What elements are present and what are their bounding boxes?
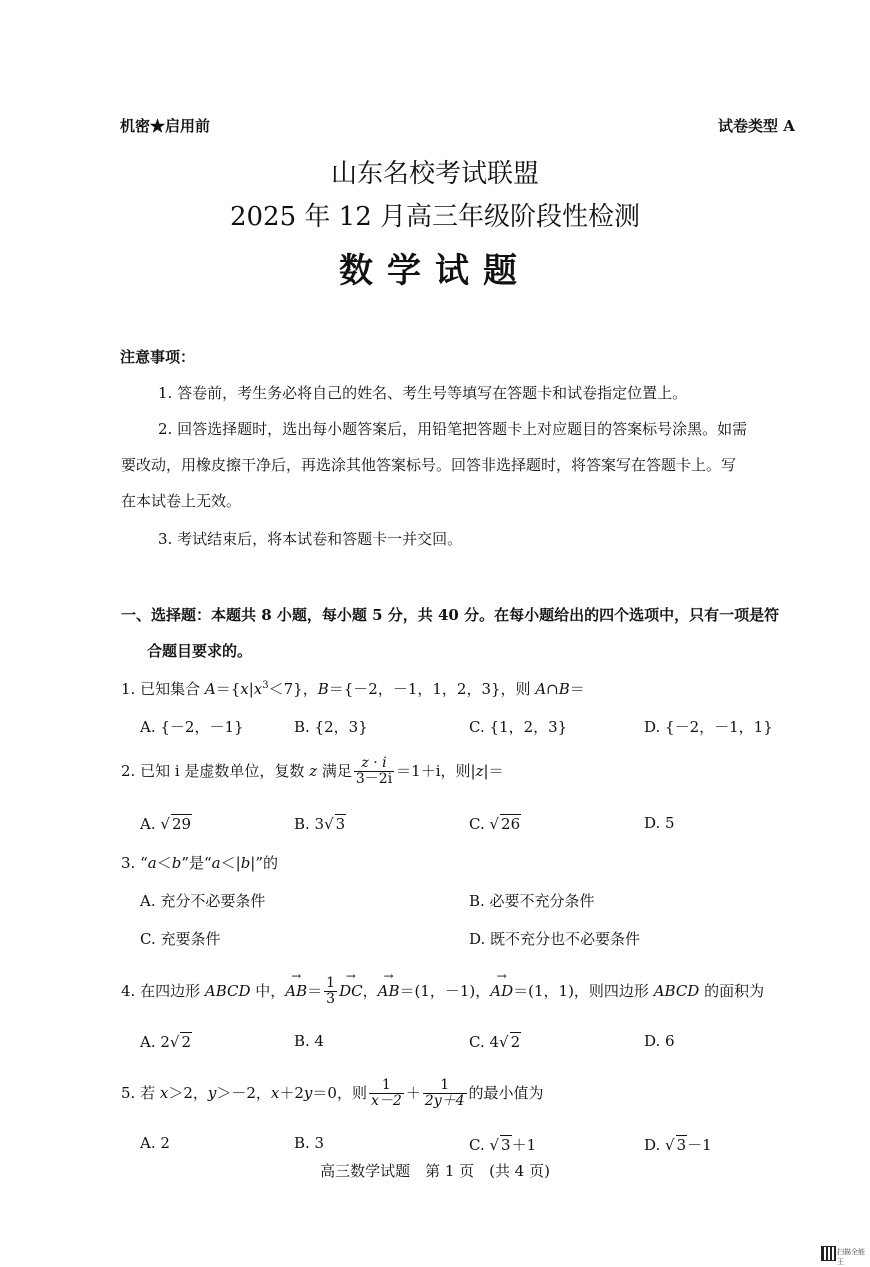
q2-opt-b-label: B. 3 [294,815,325,833]
q2-prefix: 2. 已知 i 是虚数单位，复数 [121,761,310,780]
q4-vec-ab: → AB [285,982,307,1000]
q1-set-b2: B [558,680,570,698]
q3-p2: ”是“ [181,854,212,872]
q3-a1: a [147,854,157,872]
q4-option-a[interactable]: A. 2√ 2 [140,1033,192,1051]
q3-lt1: ＜ [156,854,172,872]
q5-p3: ＞－2， [216,1083,271,1102]
q1-option-a[interactable]: A. {－2，－1} [140,718,244,736]
q5-opt-c-tail: ＋1 [511,1136,537,1154]
q4-fraction [324,976,337,1008]
q4-abcd2: ABCD [653,981,700,1000]
q4-vec-ab2: → AB [378,982,400,1000]
q5-opt-c-radicand: 3 [501,1136,511,1154]
q2-end: |＝ [483,761,504,780]
q4-opt-c-radicand: 2 [510,1033,521,1051]
question-4-stem [121,976,764,1008]
q4-opt-a-radicand: 2 [181,1033,192,1051]
q3-option-b[interactable]: B. 必要不充分条件 [469,892,595,910]
q2-opt-c-label: C. [469,815,490,833]
q2-option-b[interactable]: B. 3√ 3 [294,815,346,833]
q1-option-d[interactable]: D. {－2，－1，1} [644,718,773,736]
page-footer: 高三数学试题 第 1 页 (共 4 页) [320,1162,550,1180]
q3-b1: b [171,854,182,872]
question-1-stem [121,678,585,699]
subject-title: 数学试题 [339,251,531,291]
q4-frac-num: 1 [326,975,336,991]
q4-p2: 中， [250,981,286,1000]
q2-opt-a-label: A. [140,815,161,833]
q5-p4: ＋2 [279,1083,304,1102]
q2-tail: ＝1＋i，则| [396,761,476,780]
q3-a2: a [211,854,221,872]
paper-type-label: 试卷类型 A [718,117,795,135]
q5-y2: y [303,1083,313,1102]
q2-opt-c-radicand: 26 [501,815,521,833]
notice-heading: 注意事项： [120,348,196,366]
q5-f2-num: 1 [423,1078,467,1094]
q2-mid: 满足 [317,761,352,780]
q3-p3: |”的 [250,854,279,872]
q4-option-c[interactable]: C. 4√ 2 [469,1033,521,1051]
exam-union-title: 山东名校考试联盟 [330,159,539,189]
q4-opt-a-label: A. 2 [140,1033,170,1051]
question-3-stem [121,852,278,873]
q1-set-a: A [204,680,216,698]
q1-var-x: x [240,680,249,698]
q5-opt-c-label: C. [469,1136,490,1154]
q2-option-c[interactable]: C. √ 26 [469,815,521,833]
q5-plus: ＋ [405,1083,421,1102]
q2-opt-b-radicand: 3 [335,815,346,833]
q1-cap: ∩ [546,680,559,698]
q3-p1: 3. “ [121,854,148,872]
q3-b2: b [240,854,251,872]
notice-item-2-line-2: 要改动，用橡皮擦干净后，再选涂其他答案标号。回答非选择题时，将答案写在答题卡上。写 [121,456,737,474]
q5-f1-num: 1 [369,1078,404,1094]
q5-opt-d-tail: －1 [687,1136,712,1154]
q2-var-z: z [309,761,318,780]
q5-p1: 5. 若 [121,1083,160,1102]
q1-eq2: ＝{－2，－1，1，2，3}，则 [328,680,536,698]
q1-lt7: ＜7}， [268,680,318,698]
q5-p6: 的最小值为 [468,1083,544,1102]
q5-f1-den: x－2 [370,1093,402,1110]
q4-p3: ， [362,981,378,1000]
q1-eq3: ＝ [569,680,585,698]
q1-prefix: 1. 已知集合 [121,680,205,698]
question-5-stem [121,1078,544,1110]
q5-fraction-2 [423,1078,467,1110]
q2-frac-den: 3－2i [355,771,393,788]
q1-option-c[interactable]: C. {1，2，3} [469,718,568,736]
q1-eq1: ＝{ [215,680,241,698]
q1-var-x3: x [253,680,263,698]
q4-opt-c-label: C. 4 [469,1033,500,1051]
scanner-watermark: 扫描全能王 [837,1248,865,1266]
notice-item-3: 3. 考试结束后，将本试卷和答题卡一并交回。 [158,530,463,548]
q3-option-c[interactable]: C. 充要条件 [140,930,221,948]
qr-code-icon [821,1246,836,1261]
q4-option-b[interactable]: B. 4 [294,1032,325,1050]
q1-bar: | [248,680,254,698]
q2-option-a[interactable]: A. √ 29 [140,815,192,833]
q4-abcd: ABCD [204,981,251,1000]
notice-item-1: 1. 答卷前，考生务必将自己的姓名、考生号等填写在答题卡和试卷指定位置上。 [158,384,688,402]
q5-opt-d-label: D. [644,1136,666,1154]
q5-y1: y [207,1083,217,1102]
q5-p5: ＝0，则 [312,1083,367,1102]
notice-item-2-line-3: 在本试卷上无效。 [121,492,242,510]
q1-exponent: 3 [262,680,269,691]
q2-option-d[interactable]: D. 5 [644,814,675,832]
q4-p5: ＝(1，1)，则四边形 [513,981,654,1000]
q2-opt-a-radicand: 29 [171,815,192,833]
q5-option-d[interactable]: D. √ 3－1 [644,1136,712,1154]
q4-option-d[interactable]: D. 6 [644,1032,675,1050]
q5-f2-den: 2y＋4 [424,1093,465,1110]
q1-set-b: B [317,680,329,698]
q2-frac-num: z · i [354,756,394,772]
q4-p1: 4. 在四边形 [121,981,205,1000]
q1-set-a2: A [535,680,547,698]
q3-lt2: ＜| [220,854,241,872]
q5-option-c[interactable]: C. √ 3＋1 [469,1136,537,1154]
q3-option-a[interactable]: A. 充分不必要条件 [140,892,266,910]
q5-p2: ＞2， [168,1083,208,1102]
q4-p6: 的面积为 [699,981,765,1000]
q4-p4: ＝(1，－1)， [399,981,491,1000]
q5-fraction-1 [369,1078,404,1110]
q1-option-b[interactable]: B. {2，3} [294,718,368,736]
q2-var-z2: z [475,761,484,780]
q5-x2: x [270,1083,280,1102]
notice-item-2-line-1: 2. 回答选择题时，选出每小题答案后，用铅笔把答题卡上对应题目的答案标号涂黑。如需 [158,420,748,438]
section-1-heading-cont: 合题目要求的。 [147,642,253,660]
q3-option-d[interactable]: D. 既不充分也不必要条件 [469,930,641,948]
q5-opt-d-radicand: 3 [676,1136,687,1154]
q4-eq: ＝ [307,981,323,1000]
exam-name-title: 2025 年 12 月高三年级阶段性检测 [229,202,641,232]
section-1-heading: 一、选择题：本题共 8 小题，每小题 5 分，共 40 分。在每小题给出的四个选项中，只有一项是符 [121,606,780,624]
question-2-stem [121,756,504,788]
q5-x1: x [159,1083,169,1102]
q4-vec-ad: → AD [490,982,513,1000]
q5-option-b[interactable]: B. 3 [294,1134,325,1152]
q2-fraction [354,756,394,788]
q4-vec-dc: → DC [339,982,363,1000]
q5-option-a[interactable]: A. 2 [140,1134,170,1152]
confidential-label: 机密★启用前 [120,117,211,135]
q4-frac-den: 3 [326,991,336,1008]
